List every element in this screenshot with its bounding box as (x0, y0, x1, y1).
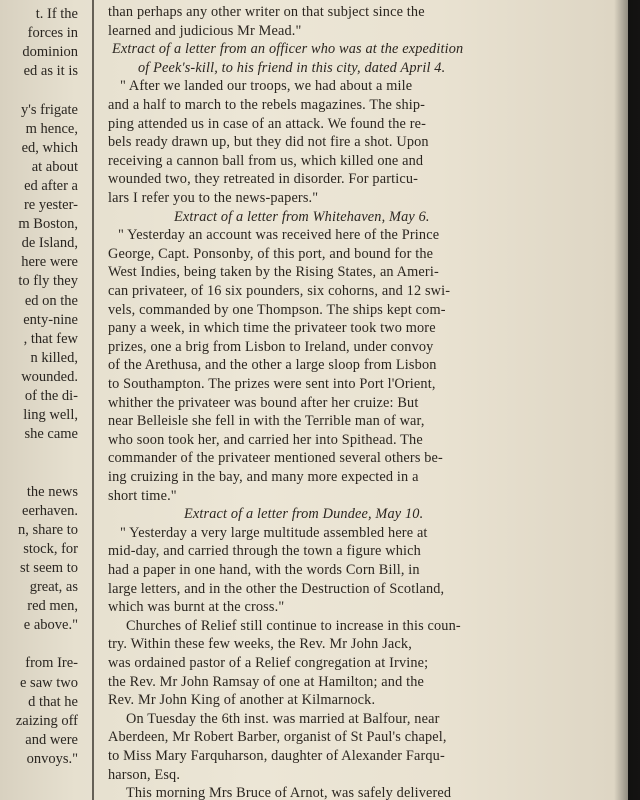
left-column-line: the news (26, 483, 78, 500)
dateline: Extract of a letter from an officer who was at the expedition (112, 41, 464, 58)
article-line: Aberdeen, Mr Robert Barber, organist of St Paul's chapel, (108, 729, 447, 746)
left-column-line: t. If the (35, 6, 78, 22)
dateline: Extract of a letter from Dundee, May 10. (184, 506, 424, 523)
left-column-line: n, share to (18, 521, 78, 538)
left-column-line: dominion (22, 44, 78, 61)
left-column-line: she came (24, 426, 78, 443)
article-line: the Rev. Mr John Ramsay of one at Hamilton; and the (108, 673, 425, 690)
left-column-line: m hence, (25, 120, 78, 137)
left-column-line: of the di- (24, 388, 78, 404)
article-line: George, Capt. Ponsonby, of this port, and bound for the (108, 245, 434, 262)
article-line: On Tuesday the 6th inst. was married at Balfour, near (126, 710, 440, 727)
left-column-line: re yester- (23, 197, 78, 213)
left-column-line: e saw two (20, 674, 78, 691)
article-line: of the Arethusa, and the other a large sloop from Lisbon (108, 357, 437, 374)
article-line: can privateer, of 16 six pounders, six cohorns, and 12 swi- (108, 283, 451, 299)
article-line: lars I refer you to the news-papers." (108, 190, 319, 206)
article-line: This morning Mrs Bruce of Arnot, was safely delivered (126, 785, 452, 800)
article-line: Rev. Mr John King of another at Kilmarnock. (108, 692, 376, 709)
article-line: vels, commanded by one Thompson. The ships kept com- (108, 301, 446, 318)
left-column-line: stock, for (23, 540, 78, 557)
left-column-line: at about (31, 158, 78, 175)
left-column-line: red men, (27, 598, 78, 615)
article-line: " Yesterday an account was received here of the Prince (118, 227, 440, 244)
left-column-line: d that he (28, 693, 78, 710)
left-column-line: eerhaven. (22, 502, 78, 519)
left-column-line: ed, which (21, 139, 78, 156)
article-line: ping attended us in case of an attack. We found the re- (108, 115, 427, 132)
left-column-line: from Ire- (25, 655, 78, 672)
left-column-line: , that few (23, 330, 78, 347)
left-column-line: ed on the (24, 292, 78, 309)
article-line: West Indies, being taken by the Rising States, an Ameri- (108, 264, 439, 281)
article-line: ing cruizing in the bay, and many more expected in a (108, 469, 419, 485)
article-line: receiving a cannon ball from us, which killed one and (108, 152, 424, 169)
article-line: harson, Esq. (108, 766, 181, 783)
left-column-line: n killed, (30, 349, 78, 366)
article-line: prizes, one a brig from Lisbon to Ireland, under convoy (108, 338, 434, 355)
left-column (0, 0, 80, 800)
left-column-line: e above." (23, 617, 78, 634)
article-line: than perhaps any other writer on that subject since the (108, 4, 425, 20)
article-line: mid-day, and carried through the town a figure which (108, 543, 421, 560)
left-column-line: enty-nine (23, 311, 78, 328)
left-column-line: ling well, (23, 407, 78, 424)
left-column-line: to fly they (18, 273, 78, 290)
left-column-line: great, as (29, 579, 78, 595)
article-line: learned and judicious Mr Mead." (108, 22, 302, 39)
column-rule (92, 0, 94, 800)
article-line: had a paper in one hand, with the words Corn Bill, in (108, 562, 420, 578)
left-column-line: de Island, (21, 235, 78, 252)
left-column-line: y's frigate (21, 101, 78, 118)
left-column-line: wounded. (21, 368, 78, 385)
page-edge-shadow (614, 0, 640, 800)
article-line: which was burnt at the cross." (108, 599, 285, 616)
article-line: near Belleisle she fell in with the Terrible man of war, (108, 413, 425, 430)
main-column (108, 0, 583, 800)
article-line: and a half to march to the rebels magazines. The ship- (108, 97, 426, 113)
left-column-line: and were (25, 731, 78, 748)
article-line: whither the privateer was bound after her cruize: But (108, 394, 419, 411)
dateline: Extract of a letter from Whitehaven, May 6. (174, 208, 430, 225)
article-line: pany a week, in which time the privateer took two more (108, 320, 436, 337)
left-column-line: zaizing off (15, 712, 78, 729)
article-line: " After we landed our troops, we had about a mile (120, 78, 413, 95)
article-line: who soon took her, and carried her into Spithead. The (108, 431, 423, 448)
dateline: of Peek's-kill, to his friend in this city, dated April 4. (138, 59, 446, 76)
article-line: commander of the privateer mentioned several others be- (108, 450, 443, 467)
article-line: was ordained pastor of a Relief congregation at Irvine; (108, 655, 429, 671)
left-column-line: ed as it is (23, 63, 78, 80)
left-column-line: onvoys." (26, 750, 78, 767)
article-line: " Yesterday a very large multitude assembled here at (120, 524, 428, 541)
left-column-line: st seem to (20, 559, 78, 576)
article-line: large letters, and in the other the Destruction of Scotland, (108, 580, 445, 597)
article-line: short time." (108, 487, 177, 504)
article-line: try. Within these few weeks, the Rev. Mr John Jack, (108, 636, 412, 653)
article-line: Churches of Relief still continue to increase in this coun- (126, 617, 461, 634)
left-column-line: ed after a (24, 177, 78, 194)
left-column-line: m Boston, (18, 216, 78, 233)
article-line: to Southampton. The prizes were sent into Port l'Orient, (108, 376, 436, 392)
left-column-line: forces in (27, 25, 78, 42)
article-line: to Miss Mary Farquharson, daughter of Alexander Farqu- (108, 748, 445, 764)
left-column-line: here were (21, 254, 78, 271)
article-line: bels ready drawn up, but they did not fire a shot. Upon (108, 134, 429, 151)
article-line: wounded two, they retreated in disorder. For particu- (108, 171, 419, 188)
